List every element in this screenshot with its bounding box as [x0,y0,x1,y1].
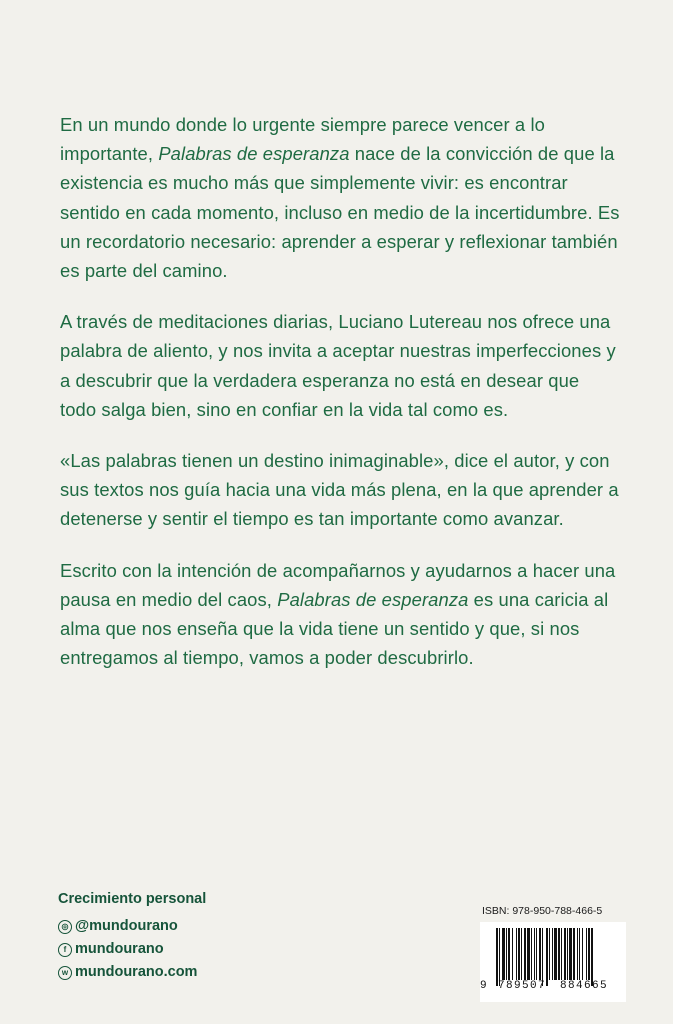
blurb-paragraph-3: «Las palabras tienen un destino inimaginable», dice el autor, y con sus textos nos guía hacia una vida más plena, en la que aprender a detenerse y sentir el tiempo es tan importante como avanzar. [60,450,619,530]
barcode-bar [546,928,548,986]
barcode-bar [527,928,530,980]
book-title-italic: Palabras de esperanza [158,143,350,165]
isbn-barcode [480,905,630,1002]
blurb-paragraph-1 [60,110,620,285]
barcode-bar [564,928,566,980]
barcode-bar [558,928,560,980]
blurb-text: nace de la convicción de que la existencia es mucho más que simplemente vivir: es encontrar sentido en cada momento, incluso en medio de la incertidumbre. Es un recordatorio necesario: aprender a esperar y reflexionar también es parte del camino. [60,143,620,282]
barcode-bar [577,928,578,980]
social-web[interactable] [58,961,206,984]
barcode-bar [554,928,557,980]
barcode-bar [534,928,535,980]
barcode-bar [518,928,520,980]
blurb-paragraph-2: A través de meditaciones diarias, Luciano Lutereau nos ofrece una palabra de aliento, y nos invita a aceptar nuestras imperfecciones y a descubrir que la verdadera esperanza no está en desear que todo salga bien, sino en confiar en la vida tal como es. [60,311,616,420]
barcode-bar [516,928,517,980]
barcode-bar [508,928,510,980]
blurb-text: es una caricia al alma que nos enseña que la vida tiene un sentido y que, si nos entregamos al tiempo, vamos a poder descubrirlo. [60,588,609,669]
barcode-group-2: 884665 [560,980,609,992]
social-handle: mundourano [75,941,164,957]
social-facebook[interactable] [58,938,206,961]
barcode-box [480,922,626,1002]
barcode-bar [552,928,553,980]
barcode-bar [582,928,583,980]
barcode-bar [567,928,568,980]
publisher-info [58,888,206,984]
barcode-bar [586,928,587,980]
book-title-italic: Palabras de esperanza [277,588,469,610]
barcode-bar [531,928,532,980]
isbn-label: ISBN: 978-950-788-466-5 [482,905,603,917]
barcode-bar [591,928,593,986]
web-icon: w [58,966,72,980]
social-instagram[interactable] [58,915,206,938]
barcode-bar [502,928,505,980]
facebook-icon: f [58,943,72,957]
barcode-bar [539,928,541,980]
barcode-lead-digit: 9 [480,980,487,992]
barcode-bar [524,928,526,980]
barcode-bar [569,928,572,980]
barcode-bar [506,928,507,980]
barcode-bar [521,928,522,980]
barcode-bar [536,928,537,980]
barcode-bar [561,928,562,980]
barcode-bar [499,928,500,986]
blurb-text: En un mundo donde lo urgente siempre parece vencer a lo importante, [60,114,545,165]
website-url: mundourano.com [75,964,198,980]
barcode-bar [573,928,575,980]
blurb-paragraph-4 [60,556,620,673]
blurb-text: Escrito con la intención de acompañarnos y ayudarnos a hacer una pausa en medio del caos, [60,559,616,610]
back-cover-blurb [60,110,620,694]
barcode-bar [496,928,498,986]
barcode-bar [542,928,543,986]
barcode-bar [579,928,580,980]
barcode-bar [549,928,550,980]
barcode-group-1: 789507 [498,980,547,992]
instagram-icon: ◎ [58,920,72,934]
barcode-bar [588,928,590,980]
barcode-bar [512,928,513,980]
social-handle: @mundourano [75,918,178,934]
category-label: Crecimiento personal [58,891,207,907]
